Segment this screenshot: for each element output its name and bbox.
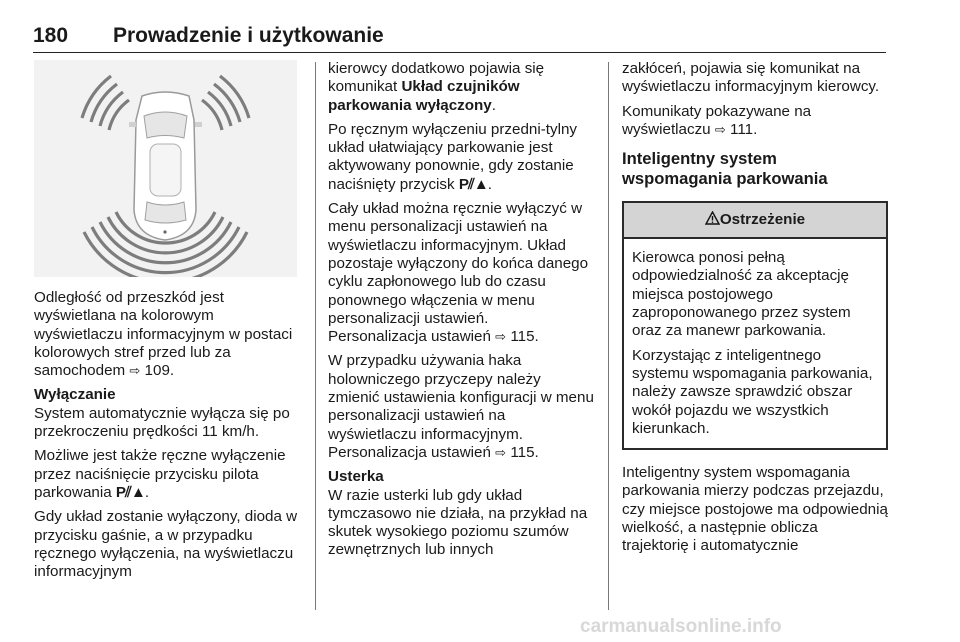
watermark: carmanualsonline.info xyxy=(580,616,782,637)
cross-reference-arrow-icon: ⇨ xyxy=(714,121,726,137)
parking-button-symbol-icon: P⫽▲ xyxy=(458,175,488,193)
warning-title: Ostrzeżenie xyxy=(719,211,806,229)
subheading-wylaczanie: Wyłączanie xyxy=(34,386,116,404)
car-sensor-zones-illustration xyxy=(34,60,297,277)
cross-reference-arrow-icon: ⇨ xyxy=(129,363,141,379)
warning-paragraph: Korzystając z inteligentnego systemu wspomagania parkowania, należy zawsze sprawdzić obszar wokół pojazdu we wszystkich kierunkach. xyxy=(632,346,873,437)
parking-sensor-figure xyxy=(34,60,297,277)
column-3 xyxy=(622,60,888,562)
page-number: 180 xyxy=(33,24,69,47)
warning-paragraph: Kierowca ponosi pełną odpowiedzialność za akceptację miejsca postojowego zaproponowanego przez system oraz za manewr parkowania. xyxy=(632,249,851,340)
paragraph: Odległość od przeszkód jest wyświetlana na kolorowym wyświetlaczu informacyjnym w postaci kolorowych stref przed lub za samochodem ⇨ 109. xyxy=(34,289,293,380)
column-divider xyxy=(315,62,316,610)
page-title: Prowadzenie i użytkowanie xyxy=(113,24,384,47)
cross-reference-arrow-icon: ⇨ xyxy=(495,329,507,345)
warning-header xyxy=(624,203,886,239)
column-2 xyxy=(328,60,594,566)
paragraph: System automatycznie wyłącza się po przekroczeniu prędkości 11 km/h. xyxy=(34,404,290,441)
column-divider xyxy=(608,62,609,610)
parking-button-symbol-icon: P⫽▲ xyxy=(115,483,145,501)
page-header xyxy=(33,22,886,53)
paragraph: W przypadku używania haka holowniczego przyczepy należy zmienić ustawienia konfiguracji w menu personalizacji ustawień na wyświetlaczu informacyjnym. Personalizacja ustawień ⇨ 115. xyxy=(328,352,594,461)
paragraph: kierowcy dodatkowo pojawia się komunikat Układ czujników parkowania wyłączony. xyxy=(328,60,545,114)
warning-body xyxy=(624,239,886,448)
paragraph: Po ręcznym wyłączeniu przedni-tylny układ ułatwiający parkowanie jest aktywowany ponownie, gdy zostanie naciśnięty przycisk P⫽▲. xyxy=(328,120,577,193)
message-name: Układ czujników parkowania wyłączony xyxy=(328,78,520,114)
paragraph: Komunikaty pokazywane na wyświetlaczu ⇨ 111. xyxy=(622,102,812,138)
paragraph: Cały układ można ręcznie wyłączyć w menu personalizacji ustawień na wyświetlaczu informacyjnym. Układ pozostaje wyłączony do końca danego cyklu zapłonowego lub do czasu ponownego włączenia w menu personalizacji ustawień. Personalizacja ustawień ⇨ 115. xyxy=(328,200,589,346)
warning-box xyxy=(622,201,888,450)
paragraph: Gdy układ zostanie wyłączony, dioda w przycisku gaśnie, a w przypadku ręcznego wyłączenia, na wyświetlaczu informacyjnym xyxy=(34,508,298,581)
paragraph: Inteligentny system wspomagania parkowania mierzy podczas przejazdu, czy miejsce postojowe ma odpowiednią wielkość, a następnie oblicza trajektorię i automatycznie xyxy=(622,464,888,555)
subheading-usterka: Usterka xyxy=(328,468,384,486)
paragraph: Możliwe jest także ręczne wyłączenie przez naciśnięcie przycisku pilota parkowania P⫽▲. xyxy=(34,447,286,501)
column-1 xyxy=(34,60,302,587)
section-heading: Inteligentny system wspomagania parkowania xyxy=(622,149,828,189)
paragraph: zakłóceń, pojawia się komunikat na wyświetlaczu informacyjnym kierowcy. xyxy=(622,60,880,96)
warning-triangle-icon xyxy=(705,211,720,225)
paragraph: W razie usterki lub gdy układ tymczasowo nie działa, na przykład na skutek wysokiego poziomu szumów zewnętrznych lub innych xyxy=(328,486,588,559)
cross-reference-arrow-icon: ⇨ xyxy=(495,444,507,460)
